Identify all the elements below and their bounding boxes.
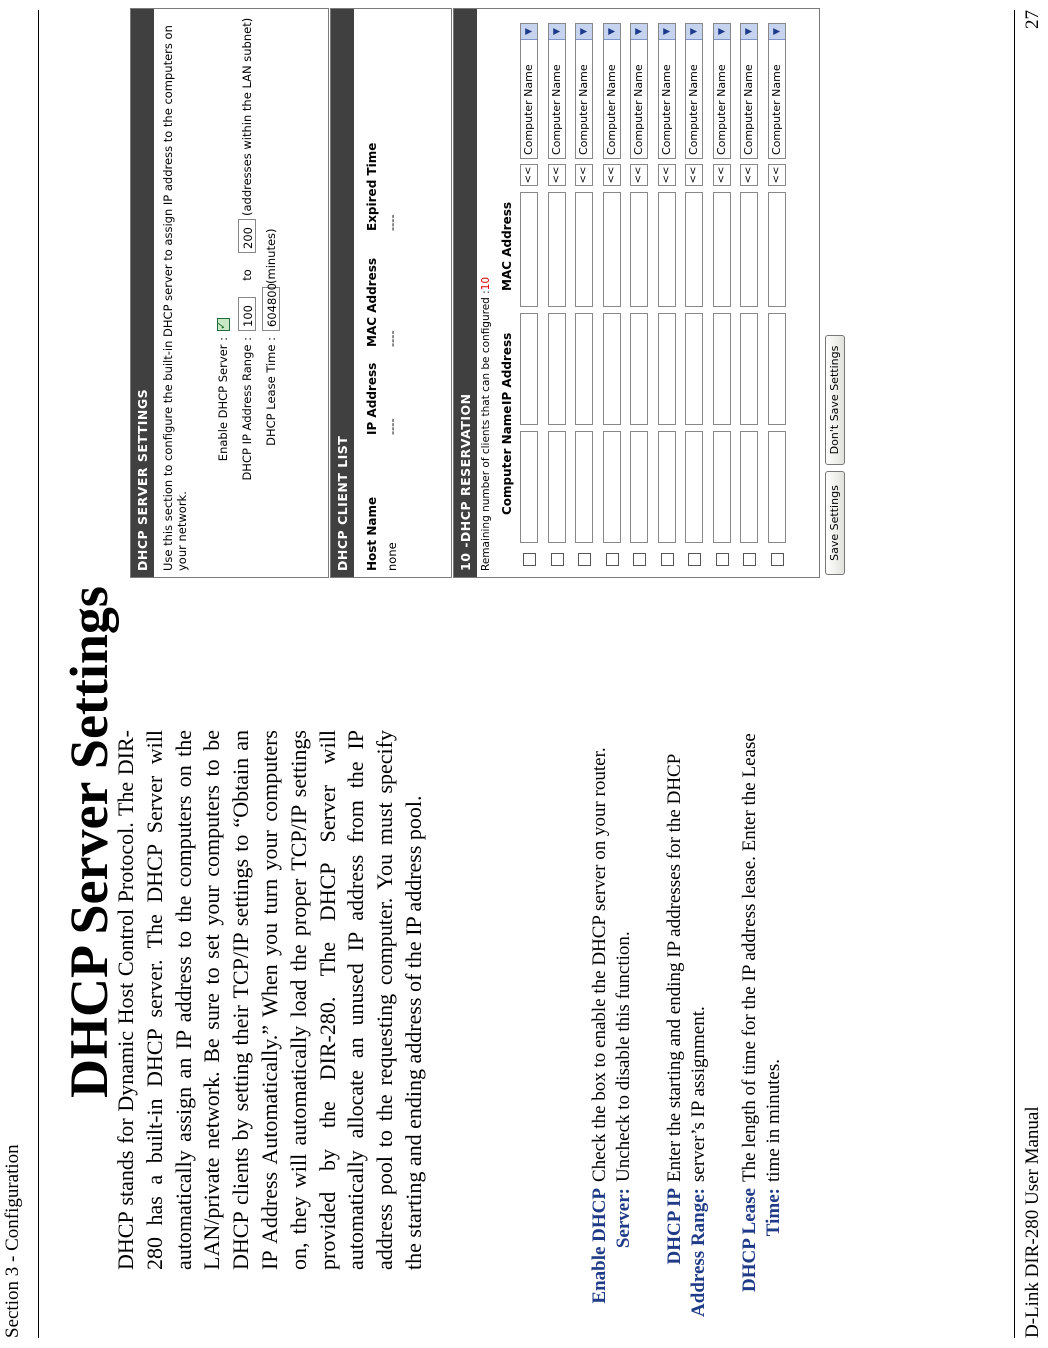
reservation-enable-checkbox[interactable] — [743, 553, 756, 566]
reservation-mac-address-input[interactable] — [685, 192, 703, 307]
computer-name-select[interactable] — [575, 23, 593, 159]
dhcp-reservation-panel — [453, 8, 820, 578]
computer-name-select-value: Computer Name — [632, 64, 645, 155]
reservation-ip-address-input[interactable] — [740, 313, 758, 425]
reservation-computer-name-input[interactable] — [658, 431, 676, 543]
reservation-enable-checkbox[interactable] — [551, 553, 564, 566]
reservation-enable-checkbox[interactable] — [716, 553, 729, 566]
copy-arrow-button[interactable]: << — [658, 164, 676, 186]
page-number: 27 — [1022, 10, 1043, 29]
col-computer-name: Computer Name — [500, 405, 514, 515]
computer-name-select-value: Computer Name — [714, 64, 728, 155]
remaining-value: 10 — [480, 276, 492, 291]
reservation-ip-address-input[interactable] — [713, 313, 731, 425]
button-bar — [822, 10, 852, 578]
reservation-mac-address-input[interactable] — [768, 192, 786, 307]
reservation-mac-address-input[interactable] — [658, 192, 676, 307]
reservation-ip-address-input[interactable] — [603, 313, 621, 425]
client-expired-time: ---- — [385, 214, 399, 231]
client-ip-address: ---- — [385, 418, 399, 435]
chevron-down-icon: ▼ — [631, 24, 647, 40]
copy-arrow-button[interactable]: << — [575, 164, 593, 186]
lease-time-row — [261, 228, 281, 577]
col-expired-time: Expired Time — [365, 142, 379, 231]
reservation-mac-address-input[interactable] — [520, 192, 538, 307]
reservation-row — [547, 17, 569, 577]
reservation-enable-checkbox[interactable] — [606, 553, 619, 566]
range-end-input[interactable]: 200 — [238, 219, 256, 253]
footer-rule — [1014, 10, 1015, 1338]
dhcp-client-list-panel — [330, 8, 452, 578]
computer-name-select-value: Computer Name — [604, 64, 618, 155]
reservation-computer-name-input[interactable] — [520, 431, 538, 543]
reservation-computer-name-input[interactable] — [630, 431, 648, 543]
range-note: (addresses within the LAN subnet) — [240, 17, 254, 216]
panel-title-bar: DHCP SERVER SETTINGS — [131, 9, 154, 577]
computer-name-select[interactable] — [520, 23, 538, 159]
save-settings-button[interactable]: Save Settings — [825, 471, 845, 575]
reservation-mac-address-input[interactable] — [575, 192, 593, 307]
definition-term: DHCP Lease Time: — [739, 1188, 784, 1292]
chevron-down-icon: ▼ — [686, 24, 702, 40]
dhcp-server-settings-panel — [130, 8, 329, 578]
ip-range-label: DHCP IP Address Range : — [240, 337, 254, 481]
definition-desc: Enter the starting and ending IP addresses for the DHCP server’s IP assignment. — [664, 754, 709, 1182]
reservation-row — [739, 17, 761, 577]
lease-unit: (minutes) — [264, 228, 278, 284]
reservation-enable-checkbox[interactable] — [771, 553, 784, 566]
reservation-row — [712, 17, 734, 577]
reservation-enable-checkbox[interactable] — [523, 553, 536, 566]
client-mac-address: ---- — [385, 330, 399, 347]
copy-arrow-button[interactable]: << — [713, 164, 731, 186]
reservation-ip-address-input[interactable] — [548, 313, 566, 425]
definition-term: DHCP IP Address Range: — [664, 1188, 709, 1317]
reservation-ip-address-input[interactable] — [630, 313, 648, 425]
panel-description: Use this section to configure the built-in DHCP server to assign IP address to the computers on your network. — [161, 25, 189, 571]
dont-save-settings-button[interactable]: Don't Save Settings — [825, 335, 845, 465]
reservation-mac-address-input[interactable] — [548, 192, 566, 307]
computer-name-select-value: Computer Name — [769, 64, 783, 155]
reservation-row — [684, 17, 706, 577]
reservation-computer-name-input[interactable] — [548, 431, 566, 543]
reservation-computer-name-input[interactable] — [713, 431, 731, 543]
reservation-enable-checkbox[interactable] — [578, 553, 591, 566]
reservation-enable-checkbox[interactable] — [688, 553, 701, 566]
computer-name-select[interactable] — [740, 23, 758, 159]
reservation-mac-address-input[interactable] — [630, 192, 648, 307]
computer-name-select-value: Computer Name — [659, 64, 673, 155]
copy-arrow-button[interactable]: << — [630, 164, 648, 186]
remaining-label: Remaining number of clients that can be configured : — [480, 290, 492, 571]
panel-title-bar: 10 -DHCP RESERVATION — [454, 9, 477, 577]
computer-name-select[interactable] — [603, 23, 621, 159]
section-header: Section 3 - Configuration — [2, 1144, 23, 1338]
reservation-mac-address-input[interactable] — [740, 192, 758, 307]
computer-name-select-value: Computer Name — [549, 64, 563, 155]
ip-range-row — [237, 18, 257, 577]
reservation-computer-name-input[interactable] — [768, 431, 786, 543]
reservation-computer-name-input[interactable] — [685, 431, 703, 543]
reservation-row — [629, 17, 651, 577]
computer-name-select[interactable] — [658, 23, 676, 159]
col-ip-address: IP Address — [500, 332, 514, 405]
definition-enable-dhcp — [588, 728, 636, 1328]
reservation-computer-name-input[interactable] — [575, 431, 593, 543]
reservation-row — [519, 17, 541, 577]
reservation-row — [767, 17, 789, 577]
header-rule — [38, 10, 39, 1338]
reservation-mac-address-input[interactable] — [713, 192, 731, 307]
range-to-label: to — [240, 269, 254, 281]
reservation-enable-checkbox[interactable] — [661, 553, 674, 566]
chevron-down-icon: ▼ — [714, 24, 730, 40]
lease-time-label: DHCP Lease Time : — [264, 337, 278, 446]
reservation-row — [657, 17, 679, 577]
computer-name-select[interactable] — [685, 23, 703, 159]
reservation-row — [602, 17, 624, 577]
client-host-name: none — [385, 542, 399, 571]
footer-manual-name: D-Link DIR-280 User Manual — [1022, 1106, 1043, 1338]
copy-arrow-button[interactable]: << — [548, 164, 566, 186]
chevron-down-icon: ▼ — [604, 24, 620, 40]
computer-name-select[interactable] — [713, 23, 731, 159]
panel-title-bar: DHCP CLIENT LIST — [331, 9, 354, 577]
copy-arrow-button[interactable]: << — [685, 164, 703, 186]
intro-paragraph: DHCP stands for Dynamic Host Control Protocol. The DIR-280 has a built-in DHCP server. The DHCP Server will automatically assign an IP address to the computers on the LAN/private network. Be sure to set your computers to be DHCP clients by setting their TCP/IP settings to “Obtain an IP Address Automatically.” When you turn your computers on, they will automatically load the proper TCP/IP settings provided by the DIR-280. The DHCP Server will automatically allocate an unused IP address from the IP address pool to the requesting computer. You must specify the starting and ending address of the IP address pool. — [113, 730, 426, 1270]
reservation-row — [574, 17, 596, 577]
computer-name-select[interactable] — [548, 23, 566, 159]
chevron-down-icon: ▼ — [521, 24, 537, 40]
reservation-ip-address-input[interactable] — [658, 313, 676, 425]
enable-dhcp-label: Enable DHCP Server : — [216, 337, 230, 462]
remaining-clients — [480, 277, 492, 571]
reservation-ip-address-input[interactable] — [575, 313, 593, 425]
copy-arrow-button[interactable]: << — [603, 164, 621, 186]
reservation-mac-address-input[interactable] — [603, 192, 621, 307]
computer-name-select-value: Computer Name — [742, 64, 755, 155]
col-mac-address: MAC Address — [365, 257, 379, 347]
reservation-enable-checkbox[interactable] — [633, 553, 646, 566]
page-title: DHCP Server Settings — [59, 586, 119, 1098]
copy-arrow-button[interactable]: << — [520, 164, 538, 186]
computer-name-select[interactable] — [630, 23, 648, 159]
col-mac-address: MAC Address — [500, 201, 514, 291]
copy-arrow-button[interactable]: << — [740, 164, 758, 186]
enable-dhcp-checkbox[interactable] — [217, 318, 230, 331]
col-ip-address: IP Address — [365, 362, 379, 435]
definition-term: Enable DHCP Server: — [589, 1188, 634, 1304]
reservation-ip-address-input[interactable] — [685, 313, 703, 425]
chevron-down-icon: ▼ — [549, 24, 565, 40]
copy-arrow-button[interactable]: << — [768, 164, 786, 186]
definition-desc: The length of time for the IP address lease. Enter the Lease time in minutes. — [739, 733, 784, 1182]
reservation-ip-address-input[interactable] — [520, 313, 538, 425]
reservation-ip-address-input[interactable] — [768, 313, 786, 425]
definition-ip-range — [663, 728, 711, 1328]
definitions-list — [588, 728, 813, 1328]
computer-name-select[interactable] — [768, 23, 786, 159]
chevron-down-icon: ▼ — [576, 24, 592, 40]
enable-dhcp-row — [213, 318, 233, 577]
lease-time-input[interactable]: 604800 — [262, 287, 280, 331]
range-start-input[interactable]: 100 — [238, 297, 256, 331]
definition-desc: Check the box to enable the DHCP server on your router. Uncheck to disable this function. — [589, 747, 634, 1182]
computer-name-select-value: Computer Name — [577, 64, 590, 155]
computer-name-select-value: Computer Name — [522, 64, 535, 155]
chevron-down-icon: ▼ — [659, 24, 675, 40]
chevron-down-icon: ▼ — [741, 24, 757, 40]
definition-lease-time — [738, 728, 786, 1328]
computer-name-select-value: Computer Name — [687, 64, 700, 155]
reservation-computer-name-input[interactable] — [603, 431, 621, 543]
chevron-down-icon: ▼ — [769, 24, 785, 40]
reservation-computer-name-input[interactable] — [740, 431, 758, 543]
col-host-name: Host Name — [365, 496, 379, 571]
